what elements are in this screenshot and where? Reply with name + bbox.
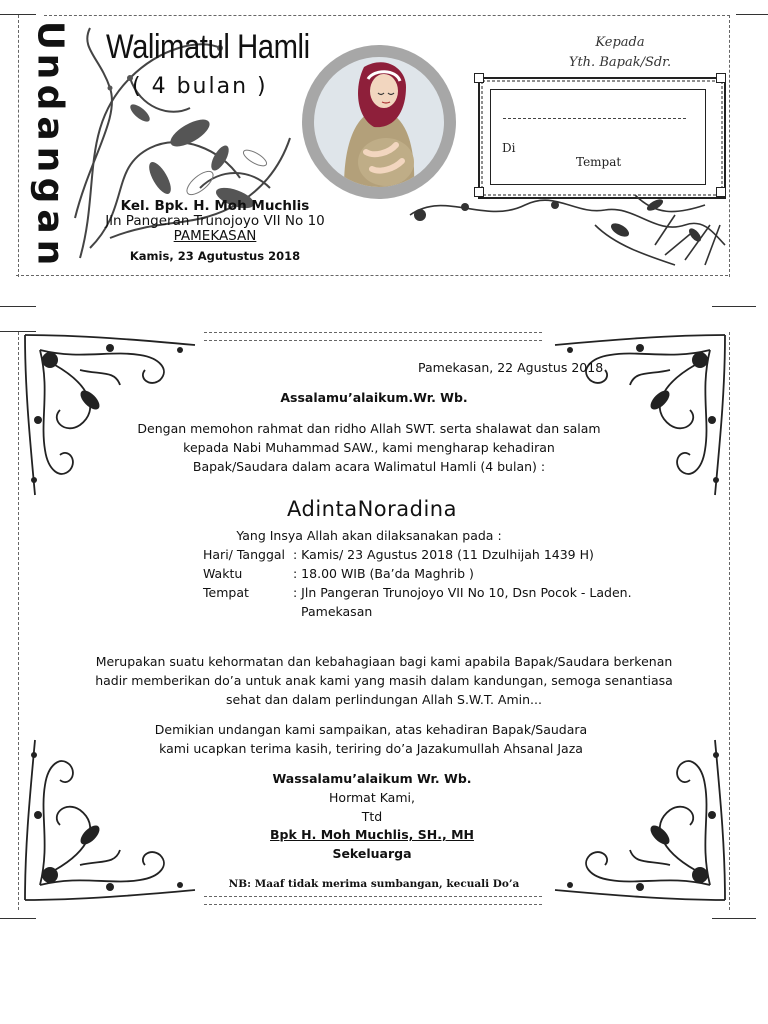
cut-line xyxy=(204,896,542,897)
corner-ornament-top-left xyxy=(20,330,205,500)
detail-value-place-cont: Pamekasan xyxy=(301,604,373,619)
vertical-letter: U xyxy=(29,20,71,51)
pregnant-woman-portrait xyxy=(302,45,456,199)
nb-note: NB: Maaf tidak merima sumbangan, kecuali Do’a xyxy=(228,878,520,890)
vertical-letter: d xyxy=(29,84,71,111)
detail-value-place: : Jln Pangeran Trunojoyo VII No 10, Dsn Pocok - Laden. xyxy=(293,585,632,600)
signer-name xyxy=(0,827,756,842)
pregnant-woman-illustration xyxy=(314,57,444,187)
vertical-letter: n xyxy=(29,53,71,80)
invitation-title: Walimatul Hamli xyxy=(106,28,310,66)
cut-mark xyxy=(736,14,768,15)
tempat-label: Tempat xyxy=(576,155,622,169)
host-line: Kel. Bpk. H. Moh Muchlis xyxy=(120,198,310,214)
closing-line-2: Demikian undangan kami sampaikan, atas kehadiran Bapak/Saudara xyxy=(154,722,588,737)
frame-corner xyxy=(474,73,484,83)
salam-closing: Wassalamu’alaikum Wr. Wb. xyxy=(272,771,472,786)
vertical-letter: n xyxy=(29,239,71,266)
cut-line xyxy=(204,340,542,341)
detail-label-place: Tempat xyxy=(203,585,249,600)
event-date: Kamis, 23 Agutustus 2018 xyxy=(129,249,301,263)
vertical-letter: n xyxy=(29,146,71,173)
invitation-subtitle: ( 4 bulan ) xyxy=(132,74,268,99)
child-name: AdintaNoradina xyxy=(287,497,457,521)
recipient-line xyxy=(503,118,686,119)
detail-label-date: Hari/ Tanggal xyxy=(203,547,286,562)
vertical-letter: a xyxy=(29,209,71,234)
hormat-kami: Hormat Kami, xyxy=(329,790,415,805)
ttd-label: Ttd xyxy=(361,809,383,824)
closing-line: Merupakan suatu kehormatan dan kebahagiaan bagi kami apabila Bapak/Saudara berkenan xyxy=(95,654,673,669)
floral-corner-ornament xyxy=(405,185,730,273)
yth-label: Yth. Bapak/Sdr. xyxy=(568,55,672,70)
place-date: Pamekasan, 22 Agustus 2018 xyxy=(418,360,604,375)
closing-line: hadir memberikan do’a untuk anak kami yang masih dalam kandungan, semoga senantiasa xyxy=(95,673,673,688)
cut-line xyxy=(16,275,728,276)
cut-mark xyxy=(0,918,36,919)
cut-mark xyxy=(712,918,756,919)
detail-label-time: Waktu xyxy=(203,566,243,581)
host-address: Jln Pangeran Trunojoyo VII No 10 xyxy=(105,213,325,229)
host-city xyxy=(0,228,430,244)
intro-line: Dengan memohon rahmat dan ridho Allah SWT. serta shalawat dan salam xyxy=(137,421,601,436)
closing-line-2: kami ucapkan terima kasih, teriring do’a Jazakumullah Ahsanal Jaza xyxy=(159,741,583,756)
cut-line xyxy=(204,904,542,905)
vertical-letter: g xyxy=(29,177,71,204)
cut-mark xyxy=(712,306,756,307)
cut-line xyxy=(44,15,730,16)
kepada-label: Kepada xyxy=(595,35,645,50)
address-box xyxy=(490,89,706,185)
signer-name-text: Bpk H. Moh Muchlis, SH., MH xyxy=(270,827,474,842)
frame-corner xyxy=(716,73,726,83)
cut-line xyxy=(204,332,542,333)
intro-line: Bapak/Saudara dalam acara Walimatul Hamli (4 bulan) : xyxy=(192,459,546,474)
family-label: Sekeluarga xyxy=(332,846,412,861)
vertical-letter: a xyxy=(29,116,71,141)
event-intro: Yang Insya Allah akan dilaksanakan pada : xyxy=(236,528,502,543)
corner-ornament-top-right xyxy=(545,330,730,500)
host-city-text: PAMEKASAN xyxy=(173,228,257,244)
intro-line: kepada Nabi Muhammad SAW., kami mengharap kehadiran xyxy=(183,440,555,455)
cut-mark xyxy=(0,306,36,307)
di-label: Di xyxy=(502,141,516,155)
greeting: Assalamu’alaikum.Wr. Wb. xyxy=(280,390,468,405)
detail-value-time: : 18.00 WIB (Ba’da Maghrib ) xyxy=(293,566,474,581)
closing-line: sehat dan dalam perlindungan Allah S.W.T. Amin... xyxy=(226,692,542,707)
detail-value-date: : Kamis/ 23 Agustus 2018 (11 Dzulhijah 1439 H) xyxy=(293,547,594,562)
